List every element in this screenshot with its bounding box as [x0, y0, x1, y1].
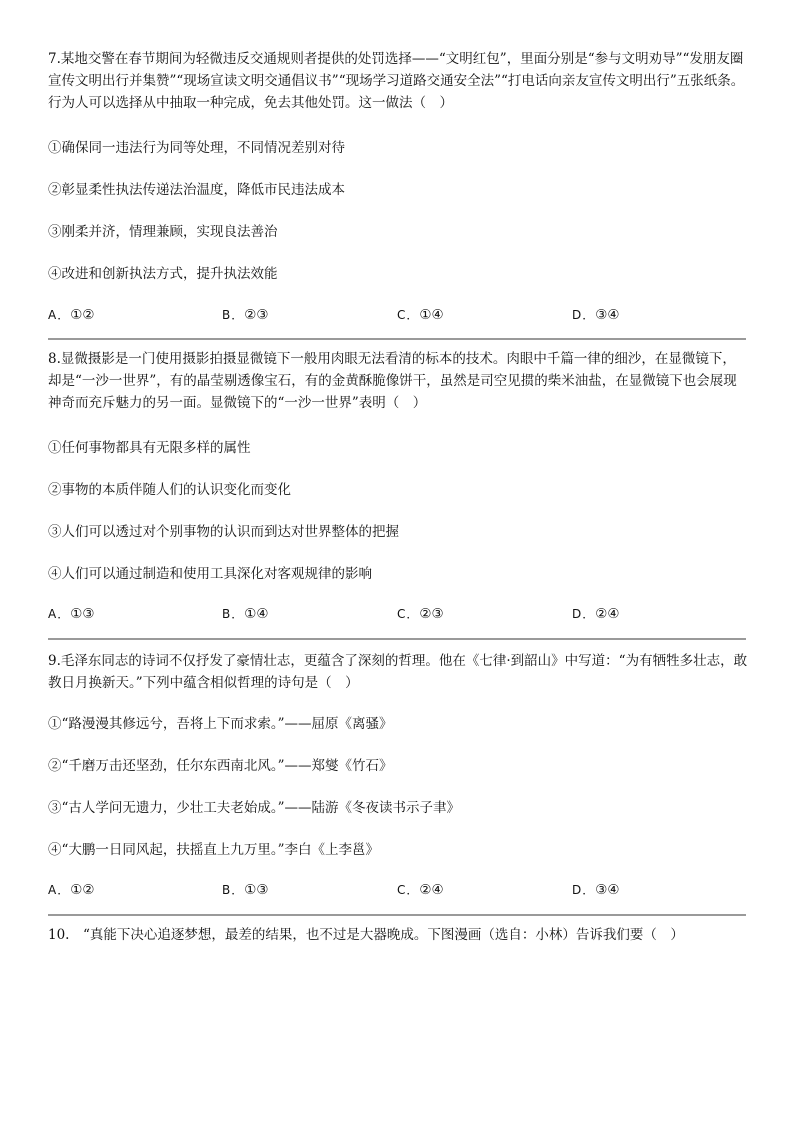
question-divider — [48, 914, 746, 916]
question-9-answer-d — [572, 880, 619, 900]
question-8-option-1: ①任何事物都具有无限多样的属性 — [48, 440, 251, 456]
answer-letter: A． — [48, 607, 71, 621]
question-8-option-2: ②事物的本质伴随人们的认识变化而变化 — [48, 482, 291, 498]
question-10-stem — [48, 924, 748, 946]
answer-value: ③④ — [595, 307, 620, 323]
question-9-option-3: ③“古人学问无遗力，少壮工夫老始成。”——陆游《冬夜读书示子聿》 — [48, 800, 461, 816]
answer-value: ①④ — [244, 606, 269, 622]
answer-value: ②④ — [595, 606, 620, 622]
question-10-number: 10. — [48, 927, 70, 943]
question-7-option-2: ②彰显柔性执法传递法治温度，降低市民违法成本 — [48, 182, 345, 198]
answer-value: ②③ — [244, 307, 269, 323]
question-8-stem — [48, 348, 748, 414]
question-8 — [48, 348, 748, 414]
answer-value: ②③ — [419, 606, 444, 622]
question-10-text: “真能下决心追逐梦想，最差的结果，也不过是大器晚成。下图漫画（选自：小林）告诉我们要（ ） — [82, 927, 684, 943]
answer-value: ②④ — [419, 882, 444, 898]
answer-value: ①② — [70, 882, 95, 898]
question-7-text: 某地交警在春节期间为轻微违反交通规则者提供的处罚选择——“文明红包”，里面分别是“参与文明劝导”“发朋友圈宣传文明出行并集赞”“现场宣读文明交通倡议书”“现场学习道路交通安全法”“打电话向亲友宣传文明出行”五张纸条。行为人可以选择从中抽取一种完成，免去其他处罚。这一做法（ ） — [48, 51, 745, 111]
answer-letter: A． — [48, 308, 71, 322]
question-9-answer-b — [222, 880, 268, 900]
question-9 — [48, 650, 748, 694]
answer-letter: D． — [572, 883, 596, 897]
question-divider — [48, 638, 746, 640]
answer-letter: C． — [397, 308, 420, 322]
question-7-answer-b — [222, 305, 268, 325]
question-7-number: 7. — [48, 51, 61, 67]
answer-value: ①③ — [70, 606, 95, 622]
question-7-stem — [48, 48, 748, 114]
question-7-option-1: ①确保同一违法行为同等处理，不同情况差别对待 — [48, 140, 345, 156]
question-9-option-4: ④“大鹏一日同风起，扶摇直上九万里。”李白《上李邕》 — [48, 842, 380, 858]
answer-letter: C． — [397, 883, 420, 897]
question-7-option-3: ③刚柔并济，情理兼顾，实现良法善治 — [48, 224, 278, 240]
question-8-answer-a — [48, 604, 94, 624]
answer-letter: D． — [572, 308, 596, 322]
question-7-answer-d — [572, 305, 619, 325]
question-9-number: 9. — [48, 653, 61, 669]
answer-value: ①③ — [244, 882, 269, 898]
answer-letter: A． — [48, 883, 71, 897]
question-divider — [48, 338, 746, 340]
question-8-text: 显微摄影是一门使用摄影拍摄显微镜下一般用肉眼无法看清的标本的技术。肉眼中千篇一律的细沙，在显微镜下，却是“一沙一世界”，有的晶莹剔透像宝石，有的金黄酥脆像饼干，虽然是司空见掼的柴米油盐，在显微镜下也会展现神奇而充斥魅力的另一面。显微镜下的“一沙一世界”表明（ ） — [48, 351, 737, 411]
answer-letter: B． — [222, 308, 245, 322]
question-10 — [48, 924, 748, 946]
question-9-option-2: ②“千磨万击还坚劲，任尔东西南北风。”——郑燮《竹石》 — [48, 758, 393, 774]
question-7-answer-c — [397, 305, 444, 325]
question-9-text: 毛泽东同志的诗词不仅抒发了豪情壮志，更蕴含了深刻的哲理。他在《七律·到韶山》中写道：“为有牺牲多壮志，敢教日月换新天。”下列中蕴含相似哲理的诗句是（ ） — [48, 653, 748, 691]
answer-letter: C． — [397, 607, 420, 621]
answer-value: ①④ — [419, 307, 444, 323]
question-8-answer-c — [397, 604, 444, 624]
answer-letter: B． — [222, 883, 245, 897]
question-9-answer-a — [48, 880, 94, 900]
question-8-number: 8. — [48, 351, 61, 367]
answer-value: ①② — [70, 307, 95, 323]
question-8-option-3: ③人们可以透过对个别事物的认识而到达对世界整体的把握 — [48, 524, 399, 540]
question-8-option-4: ④人们可以通过制造和使用工具深化对客观规律的影响 — [48, 566, 372, 582]
answer-value: ③④ — [595, 882, 620, 898]
question-9-option-1: ①“路漫漫其修远兮，吾将上下而求索。”——屈原《离骚》 — [48, 716, 393, 732]
question-7-answer-a — [48, 305, 94, 325]
answer-letter: B． — [222, 607, 245, 621]
question-9-answer-c — [397, 880, 444, 900]
question-7-option-4: ④改进和创新执法方式，提升执法效能 — [48, 266, 278, 282]
question-8-answer-d — [572, 604, 619, 624]
question-7 — [48, 48, 748, 114]
question-8-answer-b — [222, 604, 268, 624]
question-9-stem — [48, 650, 748, 694]
answer-letter: D． — [572, 607, 596, 621]
